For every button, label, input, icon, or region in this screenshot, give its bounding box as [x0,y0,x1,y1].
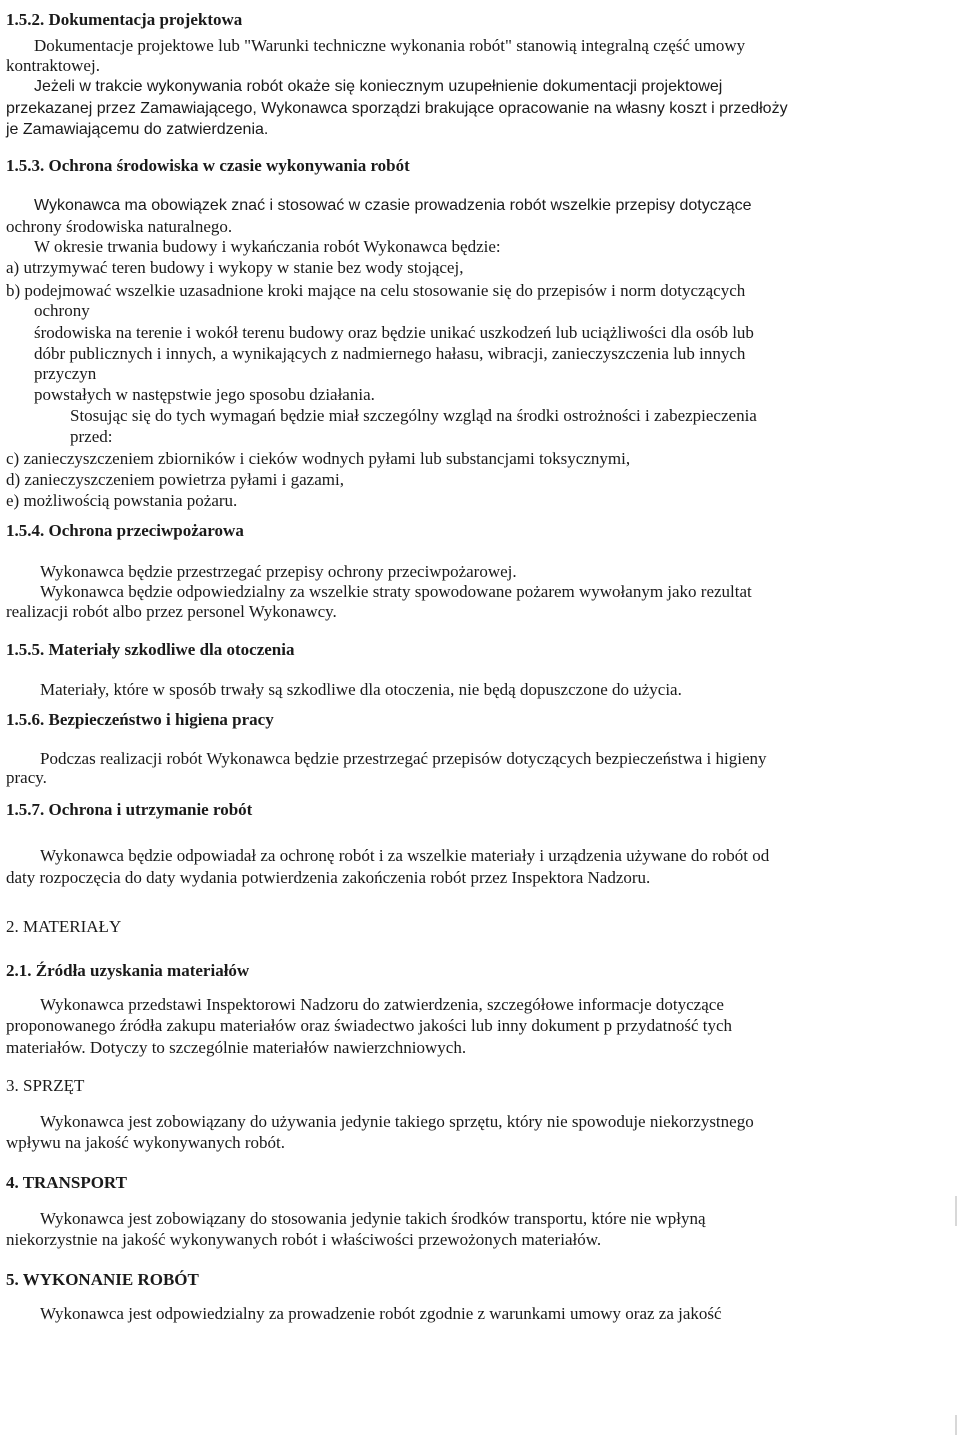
paragraph-line: wpływu na jakość wykonywanych robót. [6,1133,286,1152]
list-item-b-line: powstałych w następstwie jego sposobu działania. [34,385,375,404]
paragraph-line: Podczas realizacji robót Wykonawca będzie przestrzegać przepisów dotyczących bezpieczeństwa i higieny [40,749,767,768]
paragraph-line: je Zamawiającemu do zatwierdzenia. [6,121,269,138]
section-heading-1-5-2: 1.5.2. Dokumentacja projektowa [6,10,243,29]
paragraph-line: Materiały, które w sposób trwały są szkodliwe dla otoczenia, nie będą dopuszczone do użycia. [40,680,682,699]
paragraph-line: pracy. [6,768,47,787]
section-heading-1-5-3: 1.5.3. Ochrona środowiska w czasie wykonywania robót [6,156,410,175]
paragraph-line: proponowanego źródła zakupu materiałów oraz świadectwo jakości lub inny dokument p przydatność tych [6,1016,733,1035]
scan-artifact [955,1415,957,1435]
paragraph-line: realizacji robót albo przez personel Wykonawcy. [6,602,337,621]
section-heading-1-5-4: 1.5.4. Ochrona przeciwpożarowa [6,521,244,540]
section-heading-1-5-6: 1.5.6. Bezpieczeństwo i higiena pracy [6,710,274,729]
chapter-heading-5: 5. WYKONANIE ROBÓT [6,1270,199,1289]
paragraph-line: Jeżeli w trakcie wykonywania robót okaże się koniecznym uzupełnienie dokumentacji projektowej [34,78,723,95]
paragraph-line: Wykonawca przedstawi Inspektorowi Nadzoru do zatwierdzenia, szczegółowe informacje dotyczące [40,995,724,1014]
paragraph-line: kontraktowej. [6,56,100,75]
list-item-b: b) podejmować wszelkie uzasadnione kroki mające na celu stosowanie się do przepisów i norm dotyczących [6,281,746,300]
paragraph-line: niekorzystnie na jakość wykonywanych robót i właściwości przewożonych materiałów. [6,1230,602,1249]
paragraph-line: Stosując się do tych wymagań będzie miał szczególny wzgląd na środki ostrożności i zabezpieczenia [70,406,757,425]
paragraph-line: Wykonawca będzie odpowiedzialny za wszelkie straty spowodowane pożarem wywołanym jako rezultat [40,582,752,601]
paragraph-line: Wykonawca będzie przestrzegać przepisy ochrony przeciwpożarowej. [40,562,517,581]
chapter-heading-4: 4. TRANSPORT [6,1173,127,1192]
list-item-a: a) utrzymywać teren budowy i wykopy w stanie bez wody stojącej, [6,258,464,277]
list-item-b-line: przyczyn [34,364,97,383]
paragraph-line: przekazanej przez Zamawiającego, Wykonawca sporządzi brakujące opracowanie na własny koszt i przedłoży [6,100,788,117]
paragraph-line: Wykonawca ma obowiązek znać i stosować w czasie prowadzenia robót wszelkie przepisy dotyczące [34,197,752,214]
paragraph-line: Wykonawca jest zobowiązany do stosowania jedynie takich środków transportu, które nie wpłyną [40,1209,706,1228]
chapter-heading-2: 2. MATERIAŁY [6,917,122,936]
paragraph-line: daty rozpoczęcia do daty wydania potwierdzenia zakończenia robót przez Inspektora Nadzoru. [6,868,651,887]
section-heading-1-5-5: 1.5.5. Materiały szkodliwe dla otoczenia [6,640,295,659]
paragraph-line: materiałów. Dotyczy to szczególnie materiałów nawierzchniowych. [6,1038,467,1057]
section-heading-2-1: 2.1. Źródła uzyskania materiałów [6,961,250,980]
paragraph-line: przed: [70,427,113,446]
list-item-b-line: ochrony [34,301,90,320]
paragraph-line: ochrony środowiska naturalnego. [6,217,233,236]
list-item-d: d) zanieczyszczeniem powietrza pyłami i gazami, [6,470,344,489]
chapter-heading-3: 3. SPRZĘT [6,1076,85,1095]
list-item-c: c) zanieczyszczeniem zbiorników i cieków wodnych pyłami lub substancjami toksycznymi, [6,449,631,468]
list-item-b-line: środowiska na terenie i wokół terenu budowy oraz będzie unikać uszkodzeń lub uciążliwości dla osób lub [34,323,754,342]
paragraph-line-justified [40,995,830,1015]
list-item-e: e) możliwością powstania pożaru. [6,491,238,510]
paragraph-line: Wykonawca jest zobowiązany do używania jedynie takiego sprzętu, który nie spowoduje niekorzystnego [40,1112,754,1131]
scan-artifact [955,1196,957,1226]
paragraph-line: W okresie trwania budowy i wykańczania robót Wykonawca będzie: [34,237,501,256]
paragraph-line: Dokumentacje projektowe lub "Warunki techniczne wykonania robót" stanowią integralną część umowy [34,36,746,55]
section-heading-1-5-7: 1.5.7. Ochrona i utrzymanie robót [6,800,253,819]
paragraph-line: Wykonawca jest odpowiedzialny za prowadzenie robót zgodnie z warunkami umowy oraz za jakość [40,1304,722,1323]
paragraph-line: Wykonawca będzie odpowiadał za ochronę robót i za wszelkie materiały i urządzenia używane do robót od [40,846,770,865]
list-item-b-line: dóbr publicznych i innych, a wynikających z nadmiernego hałasu, wibracji, zanieczyszczenia lub innych [34,344,746,363]
